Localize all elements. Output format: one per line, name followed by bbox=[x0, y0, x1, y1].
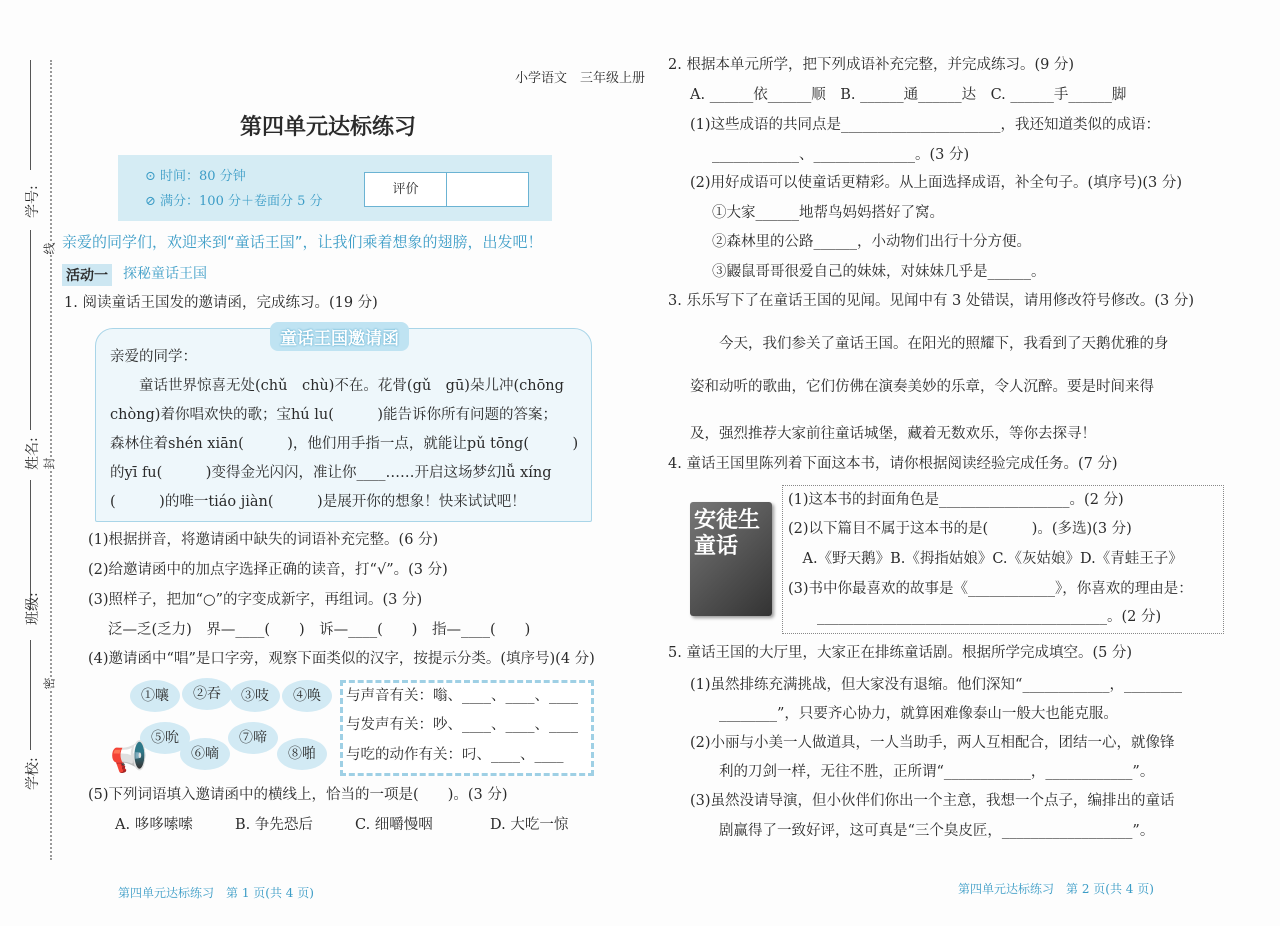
classify-row: 与吃的动作有关：叼、____、____ bbox=[346, 747, 564, 763]
activity-tag: 活动一 bbox=[62, 264, 112, 286]
student-id-label: 学号: bbox=[25, 185, 41, 218]
evaluation-table bbox=[364, 172, 529, 207]
page-footer-left: 第四单元达标练习 第 1 页(共 4 页) bbox=[118, 886, 314, 900]
classify-row: 与发声有关：吵、____、____、____ bbox=[346, 717, 578, 733]
classify-row: 与声音有关：嗡、____、____、____ bbox=[346, 688, 578, 704]
seal-mark-seal: 封 bbox=[42, 457, 57, 470]
score-info: ⊘ 满分：100 分＋卷面分 5 分 bbox=[145, 194, 323, 209]
q2-item: ③鼹鼠哥哥很爱自己的妹妹，对妹妹几乎是______。 bbox=[712, 264, 1046, 280]
sub-question-1: (1)根据拼音，将邀请函中缺失的词语补充完整。(6 分) bbox=[88, 532, 439, 548]
option-d: D. 大吃一惊 bbox=[490, 817, 569, 833]
megaphone-icon: 📢 bbox=[110, 740, 148, 775]
seal-mark-line: 线 bbox=[42, 242, 57, 255]
idiom-row: A. ______依______顺 B. ______通______达 C. ______手______脚 bbox=[690, 87, 1127, 103]
q5-line: (2)小丽与小美一人做道具，一人当助手，两人互相配合，团结一心，就像锋 bbox=[690, 735, 1175, 751]
q5-line: 利的刀剑一样，无往不胜，正所谓“____________，____________”。 bbox=[690, 764, 1155, 780]
student-id-line bbox=[30, 60, 31, 170]
char-bubble: ⑥嘀 bbox=[180, 738, 230, 770]
invitation-line: chòng)着你唱欢快的歌；宝hú lu( )能告诉你所有问题的答案； bbox=[110, 407, 558, 423]
q3-paragraph-line: 及，强烈推荐大家前往童话城堡，藏着无数欢乐，等你去探寻！ bbox=[690, 426, 1096, 442]
sub-question-2: (2)给邀请函中的加点字选择正确的读音，打“√”。(3 分) bbox=[88, 562, 448, 578]
question-3: 3. 乐乐写下了在童话王国的见闻。见闻中有 3 处错误，请用修改符号修改。(3 分) bbox=[668, 293, 1195, 309]
q2-sub-2: (2)用好成语可以使童话更精彩。从上面选择成语，补全句子。(填序号)(3 分) bbox=[690, 175, 1182, 191]
class-line bbox=[30, 480, 31, 610]
question-5: 5. 童话王国的大厅里，大家正在排练童话剧。根据所学完成填空。(5 分) bbox=[668, 645, 1133, 661]
char-bubble: ⑤吮 bbox=[140, 722, 190, 754]
subject-header: 小学语文 三年级上册 bbox=[515, 71, 646, 86]
q2-item: ①大家______地帮鸟妈妈搭好了窝。 bbox=[712, 205, 944, 221]
book-cover-image: 安徒生童话 bbox=[690, 502, 772, 616]
q5-line: ________”，只要齐心协力，就算困难像泰山一般大也能克服。 bbox=[690, 706, 1118, 722]
evaluation-label: 评价 bbox=[392, 182, 419, 197]
name-label: 姓名: bbox=[25, 437, 41, 470]
invitation-title: 童话王国邀请函 bbox=[270, 322, 409, 351]
question-4: 4. 童话王国里陈列着下面这本书，请你根据阅读经验完成任务。(7 分) bbox=[668, 456, 1118, 472]
q4-line: (3)书中你最喜欢的故事是《____________》，你喜欢的理由是： bbox=[788, 581, 1193, 597]
invitation-line: ( )的唯一tiáo jiàn( )是展开你的想象！快来试试吧！ bbox=[110, 494, 526, 510]
evaluation-field[interactable] bbox=[446, 173, 528, 206]
invitation-line: 亲爱的同学： bbox=[110, 349, 197, 365]
q4-line: ________________________________________。(2 分) bbox=[788, 609, 1162, 625]
school-line bbox=[30, 640, 31, 750]
q3-paragraph-line: 今天，我们参关了童话王国。在阳光的照耀下，我看到了天鹅优雅的身 bbox=[690, 336, 1169, 352]
q3-paragraph-line: 姿和动听的歌曲，它们仿佛在演奏美妙的乐章，令人沉醉。要是时间来得 bbox=[690, 379, 1154, 395]
name-line bbox=[30, 230, 31, 430]
q2-sub-1-blanks: ____________、______________。(3 分) bbox=[712, 147, 970, 163]
q2-sub-1: (1)这些成语的共同点是______________________，我还知道类似的成语： bbox=[690, 117, 1161, 133]
greeting-text: 亲爱的同学们，欢迎来到“童话王国”，让我们乘着想象的翅膀，出发吧！ bbox=[62, 233, 543, 251]
page-footer-right: 第四单元达标练习 第 2 页(共 4 页) bbox=[958, 882, 1154, 896]
invitation-line: 森林住着shén xiān( )，他们用手指一点，就能让pǔ tōng( ) bbox=[110, 436, 579, 452]
q4-line: A.《野天鹅》B.《拇指姑娘》C.《灰姑娘》D.《青蛙王子》 bbox=[788, 551, 1183, 567]
word-building-row: 泛—乏(乏力) 界—____( ) 诉—____( ) 指—____( ) bbox=[108, 622, 531, 638]
char-bubble: ②吞 bbox=[182, 678, 232, 710]
page-title: 第四单元达标练习 bbox=[240, 114, 417, 140]
q5-line: (1)虽然排练充满挑战，但大家没有退缩。他们深知“____________，________ bbox=[690, 677, 1182, 693]
invitation-line: 童话世界惊喜无处(chǔ chù)不在。花骨(gǔ gū)朵儿冲(chōng bbox=[110, 378, 564, 394]
char-bubble: ④唤 bbox=[282, 680, 332, 712]
char-bubble: ①嚷 bbox=[130, 680, 180, 712]
question-2: 2. 根据本单元所学，把下列成语补充完整，并完成练习。(9 分) bbox=[668, 57, 1075, 73]
activity-title: 探秘童话王国 bbox=[123, 266, 207, 282]
sub-question-4: (4)邀请函中“唱”是口字旁，观察下面类似的汉字，按提示分类。(填序号)(4 分) bbox=[88, 651, 595, 667]
question-1: 1. 阅读童话王国发的邀请函，完成练习。(19 分) bbox=[64, 295, 378, 311]
q4-line: (2)以下篇目不属于这本书的是( )。(多选)(3 分) bbox=[788, 521, 1132, 537]
char-bubble: ③吱 bbox=[230, 680, 280, 712]
school-label: 学校: bbox=[25, 757, 41, 790]
option-b: B. 争先恐后 bbox=[235, 817, 313, 833]
sub-question-5: (5)下列词语填入邀请函中的横线上，恰当的一项是( )。(3 分) bbox=[88, 787, 508, 803]
option-c: C. 细嚼慢咽 bbox=[355, 817, 433, 833]
q5-line: (3)虽然没请导演，但小伙伴们你出一个主意，我想一个点子，编排出的童话 bbox=[690, 793, 1175, 809]
option-a: A. 哆哆嗦嗦 bbox=[115, 817, 193, 833]
time-info: ⊙ 时间：80 分钟 bbox=[145, 169, 246, 184]
seal-mark-secret: 密 bbox=[42, 677, 57, 690]
char-bubble: ⑧啪 bbox=[277, 738, 327, 770]
class-label: 班级: bbox=[25, 592, 41, 625]
q4-line: (1)这本书的封面角色是__________________。(2 分) bbox=[788, 492, 1124, 508]
sub-question-3: (3)照样子，把加“○”的字变成新字，再组词。(3 分) bbox=[88, 592, 423, 608]
q2-item: ②森林里的公路______，小动物们出行十分方便。 bbox=[712, 234, 1031, 250]
char-bubble: ⑦啼 bbox=[228, 722, 278, 754]
invitation-line: 的yī fu( )变得金光闪闪，准让你____……开启这场梦幻lǚ xíng bbox=[110, 465, 552, 481]
q5-line: 剧赢得了一致好评，这可真是“三个臭皮匠，__________________”。 bbox=[690, 823, 1155, 839]
